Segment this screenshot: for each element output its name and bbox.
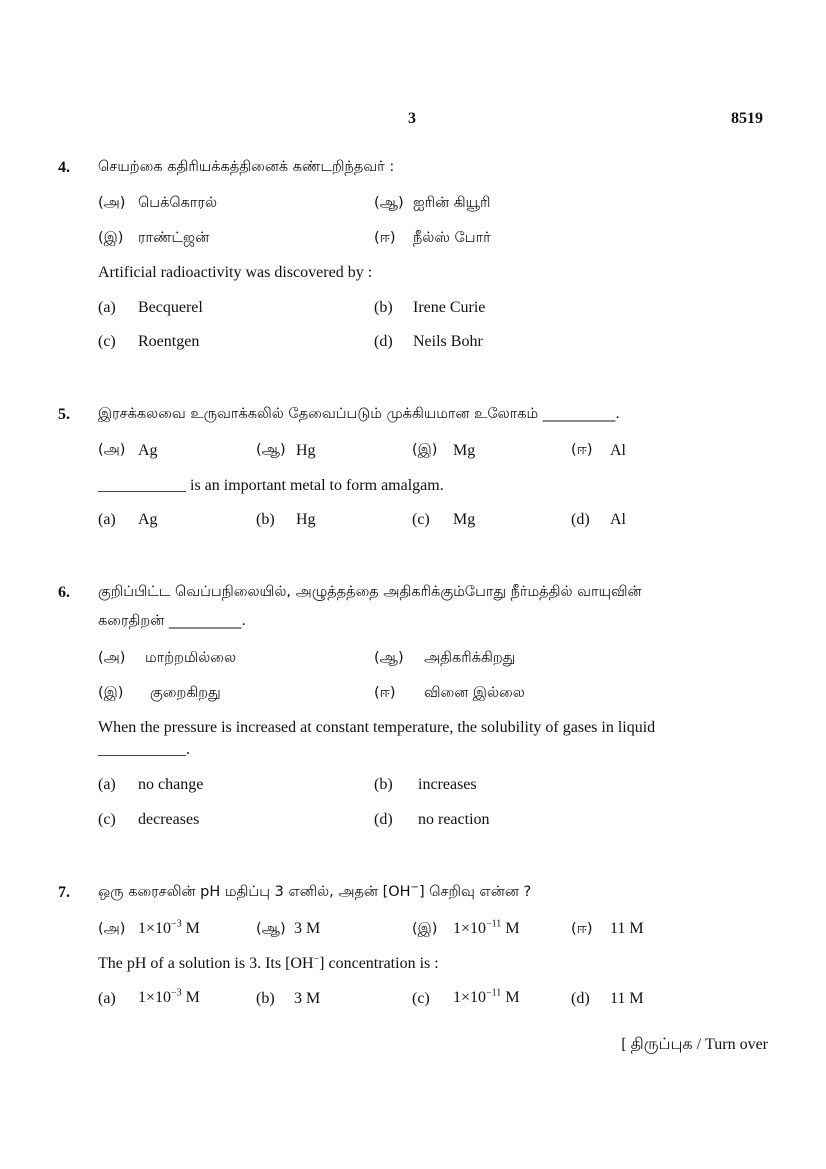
option-text: Irene Curie [413,299,486,316]
option-text: no reaction [418,811,490,828]
option-marker: (ஈ) [571,921,593,937]
option-text: Ag [138,511,158,528]
option-marker: (c) [412,990,430,1007]
option-text: no change [138,776,204,793]
option-text [453,920,520,938]
option-unit: M [181,989,200,1006]
option-base: 1×10 [453,920,487,937]
option-marker: (ஆ) [374,195,404,211]
option-marker: (d) [571,511,590,528]
option-text: Roentgen [138,333,200,350]
english-question-pre: The pH of a solution is 3. Its [OH [98,955,314,972]
option-marker: (ஈ) [571,442,593,458]
option-base: 1×10 [453,989,487,1006]
option-marker: (b) [256,511,275,528]
option-marker: (இ) [98,685,124,701]
english-question: Artificial radioactivity was discovered by : [98,264,373,281]
option-marker: (அ) [98,921,126,937]
option-text: increases [418,776,477,793]
tamil-question-line2: கரைதிறன் __________. [98,613,247,629]
option-marker: (d) [374,811,393,828]
option-text: Al [610,511,626,528]
english-question-line1: When the pressure is increased at constant temperature, the solubility of gases in liquid [98,719,656,736]
option-text: அதிகரிக்கிறது [424,650,516,666]
option-marker: (c) [412,511,430,528]
english-question-post: ] concentration is : [319,955,439,972]
option-text: Ag [138,442,158,459]
option-exponent: −3 [171,918,182,930]
option-exponent: −3 [171,987,182,999]
option-text: Mg [453,442,476,459]
option-marker: (c) [98,811,116,828]
option-marker: (c) [98,333,116,350]
superscript: − [410,882,419,894]
option-text: Al [610,442,626,459]
option-text: Hg [296,442,316,459]
option-text: நீல்ஸ் போர் [413,230,491,246]
option-unit: M [501,989,520,1006]
superscript: − [313,953,320,965]
paper-code: 8519 [731,110,763,127]
tamil-question-pre: ஒரு கரைசலின் pH மதிப்பு 3 எனில், அதன் [OH [98,884,411,900]
option-marker: (இ) [412,442,438,458]
option-text: மாற்றமில்லை [145,650,237,666]
option-text: 3 M [294,920,321,937]
english-question-line2: ___________. [98,741,190,758]
option-marker: (a) [98,299,116,316]
option-base: 1×10 [138,989,172,1006]
tamil-question-line1: குறிப்பிட்ட வெப்பநிலையில், அழுத்தத்தை அதிகரிக்கும்போது நீர்மத்தில் வாயுவின் [98,584,642,600]
turn-over-note: [ திருப்புக / Turn over [621,1036,768,1053]
option-base: 1×10 [138,920,172,937]
option-marker: (b) [374,299,393,316]
option-marker: (ஈ) [374,685,396,701]
option-marker: (ஆ) [256,921,286,937]
option-marker: (a) [98,990,116,1007]
option-unit: M [501,920,520,937]
question-number: 5. [58,406,70,423]
tamil-question: இரசக்கலவை உருவாக்கலில் தேவைப்படும் முக்கியமான உலோகம் __________. [98,406,620,422]
option-marker: (ஆ) [374,650,404,666]
english-question [98,955,439,973]
question-number: 4. [58,159,70,176]
question-number: 6. [58,584,70,601]
english-question: ___________ is an important metal to form amalgam. [98,477,444,494]
option-marker: (a) [98,776,116,793]
option-marker: (அ) [98,442,126,458]
tamil-question-post: ] செறிவு என்ன ? [418,884,532,900]
option-text: decreases [138,811,200,828]
option-text: Hg [296,511,316,528]
option-marker: (b) [256,990,275,1007]
question-number: 7. [58,884,70,901]
tamil-question [98,884,531,902]
page-number: 3 [408,110,416,127]
option-text: 11 M [610,920,644,937]
option-text [138,920,200,938]
option-marker: (ஈ) [374,230,396,246]
option-text: Becquerel [138,299,203,316]
option-text: பெக்கொரல் [138,195,218,211]
option-marker: (அ) [98,195,126,211]
option-text: ராண்ட்ஜன் [138,230,210,246]
option-text: ஐரின் கியூரி [413,195,491,211]
option-marker: (d) [374,333,393,350]
option-text: வினை இல்லை [424,685,525,701]
tamil-question: செயற்கை கதிரியக்கத்தினைக் கண்டறிந்தவர் : [98,159,395,175]
option-text [453,989,520,1007]
option-text: Mg [453,511,476,528]
option-text: 11 M [610,990,644,1007]
option-marker: (அ) [98,650,126,666]
option-exponent: −11 [486,987,502,999]
option-marker: (b) [374,776,393,793]
option-marker: (இ) [98,230,124,246]
option-exponent: −11 [486,918,502,930]
option-unit: M [181,920,200,937]
option-text: 3 M [294,990,321,1007]
option-marker: (d) [571,990,590,1007]
option-marker: (ஆ) [256,442,286,458]
option-text: குறைகிறது [150,685,221,701]
option-marker: (a) [98,511,116,528]
option-text: Neils Bohr [413,333,483,350]
option-marker: (இ) [412,921,438,937]
option-text [138,989,200,1007]
